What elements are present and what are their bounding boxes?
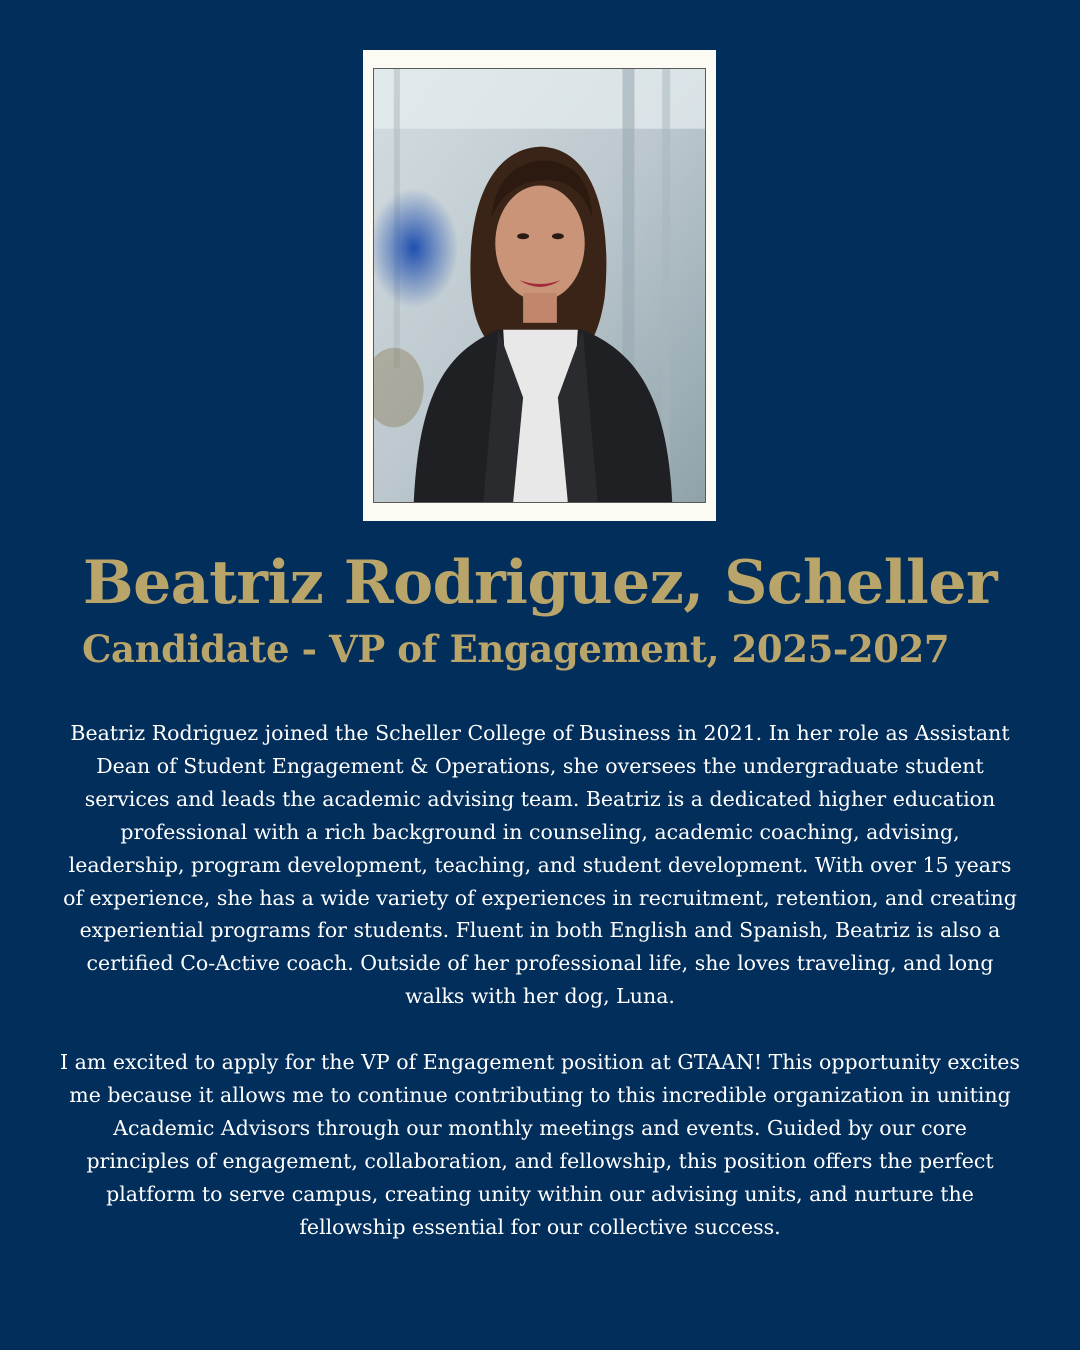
- candidate-position: Candidate - VP of Engagement, 2025-2027: [82, 627, 950, 671]
- photo-frame: [363, 50, 716, 521]
- portrait-photo: [373, 68, 706, 503]
- bio-paragraph-background: Beatriz Rodriguez joined the Scheller College of Business in 2021. In her role as Assistant Dean of Student Engagement & Operations, she oversees the undergraduate student services and leads the academic advising team. Beatriz is a dedicated higher education professional with a rich background in counseling, academic coaching, advising, leadership, program development, teaching, and student development. With over 15 years of experience, she has a wide variety of experiences in recruitment, retention, and creating experiential programs for students. Fluent in both English and Spanish, Beatriz is also a certified Co-Active coach. Outside of her professional life, she loves traveling, and long walks with her dog, Luna.: [63, 721, 1017, 1009]
- bio-paragraph-statement: I am excited to apply for the VP of Engagement position at GTAAN! This opportunity excites me because it allows me to continue contributing to this incredible organization in uniting Academic Advisors through our monthly meetings and events. Guided by our core principles of engagement, collaboration, and fellowship, this position offers the perfect platform to serve campus, creating unity within our advising units, and nurture the fellowship essential for our collective success.: [60, 1050, 1020, 1239]
- candidate-name: Beatriz Rodriguez, Scheller: [82, 548, 998, 618]
- candidate-bio: [60, 717, 1020, 1243]
